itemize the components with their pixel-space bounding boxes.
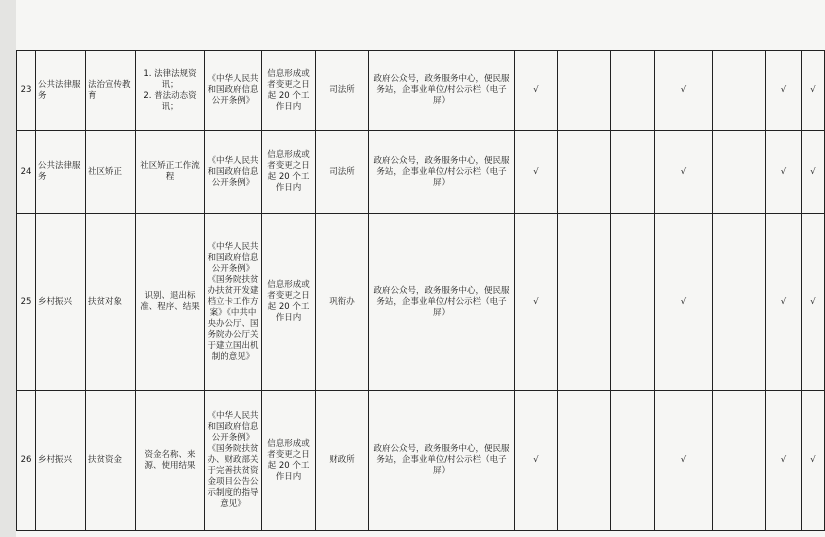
basis-cell: 《中华人民共和国政府信息公开条例》	[205, 51, 262, 131]
department-cell: 司法所	[316, 131, 369, 214]
category-cell: 乡村振兴	[36, 391, 86, 531]
check-mark: √	[533, 166, 539, 177]
check-cell	[766, 51, 802, 131]
content-cell: 资金名称、来源、使用结果	[136, 391, 205, 531]
table-body	[17, 51, 825, 531]
table-row	[17, 391, 825, 531]
basis-cell: 《中华人民共和国政府信息公开条例》《国务院扶贫办扶贫开发建档立卡工作方案》《中共中央办公厅、国务院办公厅关于建立国出机制的意见》	[205, 214, 262, 391]
category-cell: 公共法律服务	[36, 51, 86, 131]
check-cell	[611, 391, 655, 531]
check-cell	[558, 131, 611, 214]
check-cell	[515, 51, 558, 131]
check-cell	[802, 391, 825, 531]
row-number: 25	[17, 214, 36, 391]
check-mark: √	[810, 296, 816, 307]
check-cell	[713, 131, 766, 214]
check-mark: √	[780, 455, 787, 465]
disclosure-table	[16, 50, 825, 531]
department-cell: 财政所	[316, 391, 369, 531]
check-cell	[558, 51, 611, 131]
channel-cell: 政府公众号，政务服务中心，便民服务站，企事业单位/村公示栏（电子屏）	[369, 391, 515, 531]
check-cell	[611, 214, 655, 391]
check-cell	[515, 391, 558, 531]
check-cell	[655, 214, 713, 391]
check-mark: √	[533, 85, 539, 95]
channel-cell: 政府公众号，政务服务中心，便民服务站，企事业单位/村公示栏（电子屏）	[369, 131, 515, 214]
time-limit-cell: 信息形成或者变更之日起 20 个工作日内	[262, 214, 316, 391]
check-mark: √	[680, 166, 687, 177]
check-mark: √	[810, 166, 816, 177]
content-cell: 社区矫正工作流程	[136, 131, 205, 214]
item-cell: 法治宣传教育	[86, 51, 136, 131]
department-cell: 巩衔办	[316, 214, 369, 391]
check-cell	[802, 131, 825, 214]
check-cell	[655, 391, 713, 531]
row-number: 23	[17, 51, 36, 131]
item-cell: 扶贫对象	[86, 214, 136, 391]
content-cell: 识别、退出标准、程序、结果	[136, 214, 205, 391]
check-mark: √	[810, 85, 816, 95]
check-cell	[558, 214, 611, 391]
table-row	[17, 214, 825, 391]
check-mark: √	[680, 296, 687, 307]
check-cell	[802, 214, 825, 391]
category-cell: 乡村振兴	[36, 214, 86, 391]
check-mark: √	[533, 296, 539, 307]
check-mark: √	[780, 296, 787, 307]
check-cell	[766, 131, 802, 214]
check-cell	[558, 391, 611, 531]
channel-cell: 政府公众号，政务服务中心，便民服务站，企事业单位/村公示栏（电子屏）	[369, 51, 515, 131]
check-cell	[611, 51, 655, 131]
time-limit-cell: 信息形成或者变更之日起 20 个工作日内	[262, 391, 316, 531]
table-row	[17, 51, 825, 131]
check-mark: √	[680, 455, 687, 465]
department-cell: 司法所	[316, 51, 369, 131]
check-mark: √	[810, 455, 816, 465]
check-mark: √	[780, 85, 787, 95]
row-number: 24	[17, 131, 36, 214]
basis-cell: 《中华人民共和国政府信息公开条例》《国务院扶贫办、财政部关于完善扶贫资金项目公告公示制度的指导意见》	[205, 391, 262, 531]
check-cell	[515, 131, 558, 214]
check-mark: √	[680, 85, 687, 95]
category-cell: 公共法律服务	[36, 131, 86, 214]
item-cell: 社区矫正	[86, 131, 136, 214]
check-mark: √	[780, 166, 787, 177]
check-cell	[802, 51, 825, 131]
time-limit-cell: 信息形成或者变更之日起 20 个工作日内	[262, 131, 316, 214]
check-cell	[611, 131, 655, 214]
content-cell: 1. 法律法规资讯； 2. 普法动态资讯；	[136, 51, 205, 131]
time-limit-cell: 信息形成或者变更之日起 20 个工作日内	[262, 51, 316, 131]
check-cell	[713, 51, 766, 131]
page-edge	[0, 0, 16, 537]
check-cell	[713, 214, 766, 391]
basis-cell: 《中华人民共和国政府信息公开条例》	[205, 131, 262, 214]
check-mark: √	[533, 455, 539, 465]
item-cell: 扶贫资金	[86, 391, 136, 531]
check-cell	[766, 214, 802, 391]
check-cell	[713, 391, 766, 531]
check-cell	[515, 214, 558, 391]
check-cell	[766, 391, 802, 531]
channel-cell: 政府公众号，政务服务中心，便民服务站，企事业单位/村公示栏（电子屏）	[369, 214, 515, 391]
check-cell	[655, 131, 713, 214]
row-number: 26	[17, 391, 36, 531]
check-cell	[655, 51, 713, 131]
table-row	[17, 131, 825, 214]
